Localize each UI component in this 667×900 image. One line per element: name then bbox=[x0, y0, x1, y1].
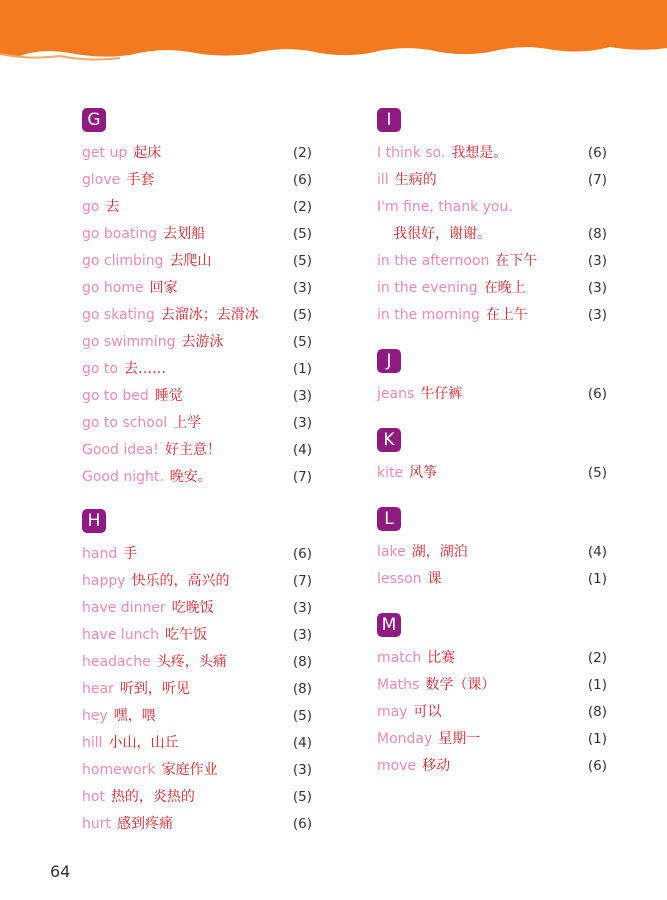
chinese-meaning: 课 bbox=[427, 571, 442, 587]
english-term: hot bbox=[82, 789, 105, 805]
glossary-entry bbox=[82, 730, 312, 757]
unit-number: (1) bbox=[587, 571, 607, 587]
glossary-entry bbox=[82, 140, 312, 167]
glossary-entry bbox=[82, 595, 312, 622]
right-column bbox=[377, 108, 607, 780]
unit-number: (3) bbox=[292, 415, 312, 431]
unit-number: (5) bbox=[292, 789, 312, 805]
chinese-meaning: 回家 bbox=[149, 280, 178, 296]
section-letter-badge: M bbox=[377, 613, 401, 637]
glossary-entry bbox=[82, 757, 312, 784]
chinese-meaning: 手 bbox=[123, 546, 138, 562]
glossary-entry bbox=[377, 645, 607, 672]
chinese-meaning: 晚安。 bbox=[169, 469, 212, 485]
chinese-meaning: 吃午饭 bbox=[165, 627, 208, 643]
english-term: go bbox=[82, 199, 100, 215]
glossary-entry bbox=[377, 275, 607, 302]
chinese-meaning: 上学 bbox=[173, 415, 202, 431]
unit-number: (4) bbox=[587, 544, 607, 560]
glossary-entry bbox=[82, 622, 312, 649]
section-letter-badge: K bbox=[377, 428, 401, 452]
unit-number: (8) bbox=[587, 704, 607, 720]
glossary-entry bbox=[82, 784, 312, 811]
unit-number: (5) bbox=[292, 226, 312, 242]
english-term: homework bbox=[82, 762, 156, 778]
english-term: go boating bbox=[82, 226, 158, 242]
english-term: in the afternoon bbox=[377, 253, 490, 269]
english-term: match bbox=[377, 650, 422, 666]
section-letter-badge: I bbox=[377, 108, 401, 132]
english-term: Monday bbox=[377, 731, 433, 747]
glossary-entry bbox=[377, 248, 607, 275]
english-term: go to school bbox=[82, 415, 168, 431]
unit-number: (4) bbox=[292, 735, 312, 751]
english-term: lesson bbox=[377, 571, 422, 587]
section-letter-badge: J bbox=[377, 349, 401, 373]
english-term: Maths bbox=[377, 677, 420, 693]
glossary-entry bbox=[82, 464, 312, 491]
section-letter-badge: G bbox=[82, 108, 106, 132]
unit-number: (3) bbox=[292, 762, 312, 778]
unit-number: (1) bbox=[587, 677, 607, 693]
chinese-meaning: 在下午 bbox=[495, 253, 538, 269]
chinese-meaning: 在上午 bbox=[485, 307, 528, 323]
glossary-entry bbox=[377, 753, 607, 780]
chinese-meaning: 小山，山丘 bbox=[108, 735, 179, 751]
glossary-entry bbox=[377, 381, 607, 408]
unit-number: (3) bbox=[292, 627, 312, 643]
unit-number: (1) bbox=[292, 361, 312, 377]
glossary-entry bbox=[82, 302, 312, 329]
unit-number: (6) bbox=[587, 386, 607, 402]
glossary-entry bbox=[82, 275, 312, 302]
glossary-section-j bbox=[377, 349, 607, 408]
unit-number: (3) bbox=[587, 253, 607, 269]
english-term: go swimming bbox=[82, 334, 176, 350]
glossary-entry bbox=[82, 383, 312, 410]
glossary-entry bbox=[82, 410, 312, 437]
chinese-meaning: 在晚上 bbox=[483, 280, 526, 296]
glossary-entry bbox=[377, 726, 607, 753]
glossary-entry bbox=[82, 649, 312, 676]
glossary-entry bbox=[377, 140, 607, 167]
unit-number: (6) bbox=[292, 172, 312, 188]
english-term: hear bbox=[82, 681, 114, 697]
chinese-meaning: 数学（课） bbox=[425, 677, 496, 693]
glossary-entry bbox=[82, 194, 312, 221]
unit-number: (3) bbox=[292, 388, 312, 404]
english-term: lake bbox=[377, 544, 406, 560]
unit-number: (6) bbox=[292, 816, 312, 832]
chinese-meaning: 可以 bbox=[413, 704, 442, 720]
english-term: ill bbox=[377, 172, 389, 188]
glossary-entry bbox=[82, 703, 312, 730]
section-letter-badge: H bbox=[82, 509, 106, 533]
chinese-meaning: 去爬山 bbox=[169, 253, 212, 269]
chinese-meaning: 家庭作业 bbox=[161, 762, 218, 778]
chinese-meaning: 热的，炎热的 bbox=[110, 789, 195, 805]
english-term: I'm fine, thank you. bbox=[377, 199, 513, 215]
english-term: may bbox=[377, 704, 408, 720]
english-term: in the morning bbox=[377, 307, 480, 323]
english-term: jeans bbox=[377, 386, 415, 402]
chinese-meaning: 我想是。 bbox=[451, 145, 508, 161]
english-term: go climbing bbox=[82, 253, 164, 269]
english-term: go to bbox=[82, 361, 118, 377]
english-term: hand bbox=[82, 546, 118, 562]
chinese-meaning: 听到，听见 bbox=[119, 681, 190, 697]
chinese-meaning: 睡觉 bbox=[154, 388, 183, 404]
chinese-meaning: 移动 bbox=[422, 758, 451, 774]
unit-number: (2) bbox=[292, 199, 312, 215]
glossary-entry bbox=[82, 811, 312, 838]
unit-number: (3) bbox=[292, 280, 312, 296]
english-term: move bbox=[377, 758, 417, 774]
glossary-entry bbox=[377, 566, 607, 593]
english-term: hurt bbox=[82, 816, 111, 832]
chinese-meaning: 去…… bbox=[123, 361, 166, 377]
chinese-meaning: 好主意！ bbox=[164, 442, 221, 458]
unit-number: (3) bbox=[292, 600, 312, 616]
chinese-meaning: 手套 bbox=[126, 172, 155, 188]
english-term: in the evening bbox=[377, 280, 478, 296]
chinese-meaning: 去游泳 bbox=[181, 334, 224, 350]
chinese-meaning: 我很好，谢谢。 bbox=[393, 226, 491, 242]
chinese-meaning: 嘿，喂 bbox=[113, 708, 156, 724]
chinese-meaning: 快乐的，高兴的 bbox=[131, 573, 230, 589]
english-term: hill bbox=[82, 735, 103, 751]
section-letter-badge: L bbox=[377, 507, 401, 531]
chinese-meaning: 星期一 bbox=[438, 731, 481, 747]
chinese-meaning: 去划船 bbox=[163, 226, 206, 242]
glossary-entry bbox=[82, 329, 312, 356]
english-term: Good night. bbox=[82, 469, 164, 485]
glossary-section-m bbox=[377, 613, 607, 780]
glossary-entry bbox=[377, 302, 607, 329]
english-term: go skating bbox=[82, 307, 155, 323]
unit-number: (5) bbox=[292, 307, 312, 323]
unit-number: (5) bbox=[292, 253, 312, 269]
glossary-section-h bbox=[82, 509, 312, 838]
glossary-entry bbox=[82, 568, 312, 595]
unit-number: (8) bbox=[292, 681, 312, 697]
english-term: I think so. bbox=[377, 145, 446, 161]
unit-number: (7) bbox=[292, 469, 312, 485]
glossary-section-l bbox=[377, 507, 607, 593]
glossary-section-k bbox=[377, 428, 607, 487]
chinese-meaning: 牛仔裤 bbox=[420, 386, 463, 402]
unit-number: (5) bbox=[292, 334, 312, 350]
glossary-entry bbox=[377, 460, 607, 487]
english-term: have lunch bbox=[82, 627, 160, 643]
glossary-entry bbox=[82, 356, 312, 383]
glossary-entry bbox=[82, 248, 312, 275]
english-term: kite bbox=[377, 465, 404, 481]
glossary-entry bbox=[82, 167, 312, 194]
chinese-meaning: 吃晚饭 bbox=[171, 600, 214, 616]
glossary-entry bbox=[377, 672, 607, 699]
unit-number: (1) bbox=[587, 731, 607, 747]
unit-number: (3) bbox=[587, 280, 607, 296]
unit-number: (5) bbox=[292, 708, 312, 724]
english-term: go home bbox=[82, 280, 144, 296]
glossary-entry bbox=[377, 699, 607, 726]
english-term: have dinner bbox=[82, 600, 166, 616]
glossary-entry bbox=[82, 221, 312, 248]
chinese-meaning: 头疼，头痛 bbox=[156, 654, 227, 670]
chinese-meaning: 湖，湖泊 bbox=[411, 544, 468, 560]
unit-number: (8) bbox=[587, 226, 607, 242]
glossary-entry bbox=[82, 541, 312, 568]
unit-number: (6) bbox=[587, 758, 607, 774]
english-term: headache bbox=[82, 654, 151, 670]
english-term: glove bbox=[82, 172, 121, 188]
unit-number: (2) bbox=[587, 650, 607, 666]
left-column bbox=[82, 108, 312, 838]
unit-number: (5) bbox=[587, 465, 607, 481]
english-term: happy bbox=[82, 573, 126, 589]
chinese-meaning: 风筝 bbox=[409, 465, 438, 481]
chinese-meaning: 去 bbox=[105, 199, 120, 215]
chinese-meaning: 生病的 bbox=[394, 172, 437, 188]
english-term: go to bed bbox=[82, 388, 149, 404]
glossary-entry bbox=[82, 676, 312, 703]
unit-number: (2) bbox=[292, 145, 312, 161]
chinese-meaning: 去溜冰；去滑冰 bbox=[160, 307, 259, 323]
unit-number: (4) bbox=[292, 442, 312, 458]
unit-number: (8) bbox=[292, 654, 312, 670]
chinese-meaning: 感到疼痛 bbox=[117, 816, 173, 832]
unit-number: (6) bbox=[587, 145, 607, 161]
glossary-entry bbox=[377, 167, 607, 194]
glossary-section-i bbox=[377, 108, 607, 329]
chinese-meaning: 比赛 bbox=[427, 650, 456, 666]
glossary-entry bbox=[377, 194, 607, 221]
unit-number: (7) bbox=[292, 573, 312, 589]
glossary-entry bbox=[377, 221, 607, 248]
unit-number: (7) bbox=[587, 172, 607, 188]
english-term: Good idea! bbox=[82, 442, 159, 458]
unit-number: (6) bbox=[292, 546, 312, 562]
page-number: 64 bbox=[50, 862, 71, 881]
unit-number: (3) bbox=[587, 307, 607, 323]
header-banner bbox=[0, 0, 667, 70]
english-term: get up bbox=[82, 145, 128, 161]
glossary-section-g bbox=[82, 108, 312, 491]
english-term: hey bbox=[82, 708, 108, 724]
glossary-entry bbox=[82, 437, 312, 464]
glossary-entry bbox=[377, 539, 607, 566]
chinese-meaning: 起床 bbox=[133, 145, 162, 161]
